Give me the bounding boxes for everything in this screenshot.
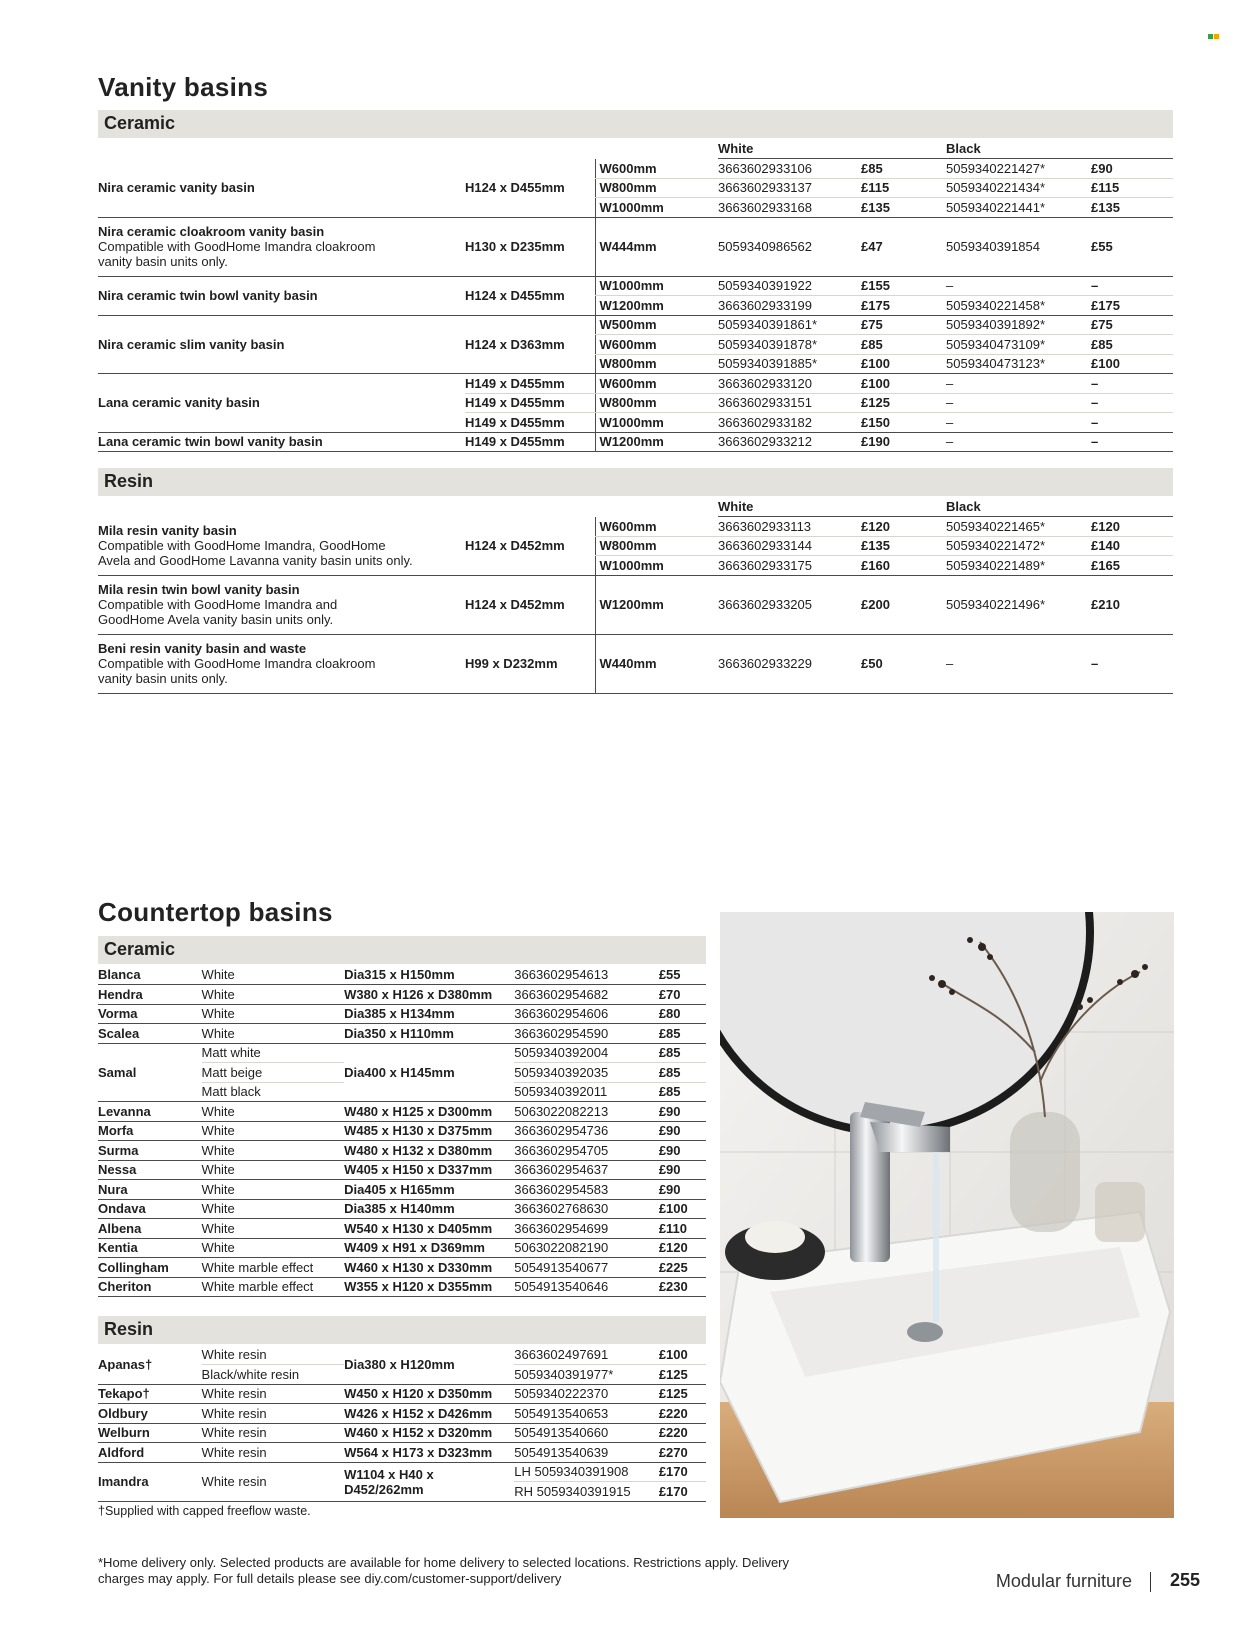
dimensions: W450 x H120 x D350mm bbox=[344, 1384, 514, 1404]
countertop-ceramic-table bbox=[98, 965, 706, 1297]
width: W800mm bbox=[595, 354, 718, 374]
price-white: £125 bbox=[861, 393, 946, 413]
ean-code: 5054913540677 bbox=[514, 1258, 659, 1278]
ean-black: 5059340221441* bbox=[946, 198, 1091, 218]
dimensions: H124 x D455mm bbox=[465, 159, 595, 218]
table-row bbox=[98, 634, 1173, 693]
product-name: Nira ceramic twin bowl vanity basin bbox=[98, 276, 465, 315]
product-name: Tekapo† bbox=[98, 1384, 202, 1404]
product-name: Ondava bbox=[98, 1199, 202, 1219]
price-black: £135 bbox=[1091, 198, 1173, 218]
table-row bbox=[98, 1180, 706, 1200]
finish: Matt white bbox=[202, 1043, 345, 1063]
dimensions: H99 x D232mm bbox=[465, 634, 595, 693]
table-row bbox=[98, 1024, 706, 1044]
width: W1000mm bbox=[595, 413, 718, 433]
price: £90 bbox=[659, 1141, 706, 1161]
width: W1000mm bbox=[595, 556, 718, 576]
price: £80 bbox=[659, 1004, 706, 1024]
ean-code: 5059340391977* bbox=[514, 1365, 659, 1385]
ean-black: 5059340221489* bbox=[946, 556, 1091, 576]
delivery-note: *Home delivery only. Selected products are available for home delivery to selected locations. Restrictions apply. Delivery charges may apply. For full details please see diy.com/customer-support/delivery bbox=[98, 1555, 790, 1586]
product-name bbox=[98, 575, 465, 634]
ean-code: 3663602768630 bbox=[514, 1199, 659, 1219]
ean-white: 5059340986562 bbox=[718, 217, 861, 276]
countertop-resin-header: Resin bbox=[98, 1316, 706, 1344]
product-name: Imandra bbox=[98, 1462, 202, 1501]
ean-black: 5059340221496* bbox=[946, 575, 1091, 634]
ean-black: – bbox=[946, 413, 1091, 433]
price-black: £90 bbox=[1091, 159, 1173, 179]
dimensions: W485 x H130 x D375mm bbox=[344, 1121, 514, 1141]
ean-code: 3663602497691 bbox=[514, 1345, 659, 1365]
ean-code: LH 5059340391908 bbox=[514, 1462, 659, 1482]
ean-white: 3663602933205 bbox=[718, 575, 861, 634]
price-black: £165 bbox=[1091, 556, 1173, 576]
table-row bbox=[98, 1121, 706, 1141]
product-name: Hendra bbox=[98, 985, 202, 1005]
price: £220 bbox=[659, 1404, 706, 1424]
ean-code: 3663602954682 bbox=[514, 985, 659, 1005]
ean-white: 3663602933120 bbox=[718, 374, 861, 394]
price: £90 bbox=[659, 1160, 706, 1180]
ean-black: 5059340221458* bbox=[946, 296, 1091, 316]
product-name: Albena bbox=[98, 1219, 202, 1239]
finish: White bbox=[202, 985, 345, 1005]
price: £120 bbox=[659, 1238, 706, 1258]
ean-code: 5063022082213 bbox=[514, 1102, 659, 1122]
product-name: Surma bbox=[98, 1141, 202, 1161]
ean-code: 3663602954699 bbox=[514, 1219, 659, 1239]
product-compatibility: Compatible with GoodHome Imandra, GoodHome Avela and GoodHome Lavanna vanity basin units only. bbox=[98, 538, 413, 568]
width: W1000mm bbox=[595, 198, 718, 218]
price: £170 bbox=[659, 1462, 706, 1482]
ean-code: 5054913540653 bbox=[514, 1404, 659, 1424]
finish: White bbox=[202, 1141, 345, 1161]
product-name: Collingham bbox=[98, 1258, 202, 1278]
product-name: Welburn bbox=[98, 1423, 202, 1443]
ean-code: RH 5059340391915 bbox=[514, 1482, 659, 1502]
dimensions: W480 x H125 x D300mm bbox=[344, 1102, 514, 1122]
price-white: £200 bbox=[861, 575, 946, 634]
finish: White bbox=[202, 1024, 345, 1044]
width: W1200mm bbox=[595, 296, 718, 316]
vanity-resin-colour-header bbox=[98, 497, 1173, 517]
vanity-ceramic-colour-header bbox=[98, 139, 1173, 159]
footer-section-name: Modular furniture bbox=[995, 1571, 1132, 1591]
table-row bbox=[98, 374, 1173, 394]
table-row bbox=[98, 965, 706, 985]
product-name: Nira ceramic slim vanity basin bbox=[98, 315, 465, 374]
dimensions: Dia380 x H120mm bbox=[344, 1345, 514, 1384]
vanity-basins-title: Vanity basins bbox=[98, 72, 269, 102]
product-compatibility: Compatible with GoodHome Imandra cloakroom vanity basin units only. bbox=[98, 239, 376, 269]
vanity-resin-table bbox=[98, 497, 1173, 694]
ean-black: – bbox=[946, 432, 1091, 452]
finish: Black/white resin bbox=[202, 1365, 345, 1385]
column-white: White bbox=[718, 139, 861, 159]
page-number: 255 bbox=[1170, 1570, 1201, 1590]
price: £85 bbox=[659, 1043, 706, 1063]
dimensions: W460 x H152 x D320mm bbox=[344, 1423, 514, 1443]
table-row bbox=[98, 1141, 706, 1161]
brand-mark-green bbox=[1208, 34, 1213, 39]
dimensions: H149 x D455mm bbox=[465, 413, 595, 433]
price-black: £55 bbox=[1091, 217, 1173, 276]
price: £85 bbox=[659, 1082, 706, 1102]
ean-code: 5063022082190 bbox=[514, 1238, 659, 1258]
ean-white: 3663602933137 bbox=[718, 178, 861, 198]
table-row bbox=[98, 1160, 706, 1180]
price: £230 bbox=[659, 1277, 706, 1297]
dimensions: H124 x D455mm bbox=[465, 276, 595, 315]
ean-white: 3663602933212 bbox=[718, 432, 861, 452]
product-name: Aldford bbox=[98, 1443, 202, 1463]
ean-black: 5059340391892* bbox=[946, 315, 1091, 335]
freeflow-footnote: †Supplied with capped freeflow waste. bbox=[98, 1504, 311, 1518]
dimensions: H124 x D452mm bbox=[465, 575, 595, 634]
price-white: £75 bbox=[861, 315, 946, 335]
price: £85 bbox=[659, 1024, 706, 1044]
finish: White marble effect bbox=[202, 1258, 345, 1278]
product-name bbox=[98, 634, 465, 693]
ean-code: 5054913540660 bbox=[514, 1423, 659, 1443]
countertop-basins-title: Countertop basins bbox=[98, 897, 333, 927]
dimensions: W564 x H173 x D323mm bbox=[344, 1443, 514, 1463]
width: W600mm bbox=[595, 335, 718, 355]
dimensions: W460 x H130 x D330mm bbox=[344, 1258, 514, 1278]
width: W500mm bbox=[595, 315, 718, 335]
dimensions: W1104 x H40 x D452/262mm bbox=[344, 1462, 514, 1501]
finish: White bbox=[202, 1102, 345, 1122]
column-white: White bbox=[718, 497, 861, 517]
product-name: Kentia bbox=[98, 1238, 202, 1258]
product-name: Lana ceramic twin bowl vanity basin bbox=[98, 432, 465, 452]
price: £125 bbox=[659, 1384, 706, 1404]
price-white: £47 bbox=[861, 217, 946, 276]
price-white: £85 bbox=[861, 159, 946, 179]
ean-white: 3663602933168 bbox=[718, 198, 861, 218]
table-row bbox=[98, 1277, 706, 1297]
ean-white: 3663602933151 bbox=[718, 393, 861, 413]
price: £125 bbox=[659, 1365, 706, 1385]
ean-white: 3663602933175 bbox=[718, 556, 861, 576]
finish: White marble effect bbox=[202, 1277, 345, 1297]
product-photo bbox=[720, 912, 1174, 1518]
ean-white: 5059340391922 bbox=[718, 276, 861, 296]
product-name: Nira ceramic vanity basin bbox=[98, 159, 465, 218]
price: £85 bbox=[659, 1063, 706, 1083]
dimensions: W426 x H152 x D426mm bbox=[344, 1404, 514, 1424]
ean-code: 5059340392011 bbox=[514, 1082, 659, 1102]
finish: White bbox=[202, 1180, 345, 1200]
finish: White bbox=[202, 965, 345, 985]
price-black: – bbox=[1091, 634, 1173, 693]
ean-black: – bbox=[946, 374, 1091, 394]
ean-code: 3663602954606 bbox=[514, 1004, 659, 1024]
ean-black: 5059340221427* bbox=[946, 159, 1091, 179]
product-name: Scalea bbox=[98, 1024, 202, 1044]
dimensions: H130 x D235mm bbox=[465, 217, 595, 276]
table-row bbox=[98, 315, 1173, 335]
table-row bbox=[98, 1258, 706, 1278]
ean-white: 3663602933229 bbox=[718, 634, 861, 693]
finish: White resin bbox=[202, 1345, 345, 1365]
ean-code: 3663602954637 bbox=[514, 1160, 659, 1180]
dimensions: H124 x D452mm bbox=[465, 517, 595, 576]
product-name: Levanna bbox=[98, 1102, 202, 1122]
dimensions: H149 x D455mm bbox=[465, 374, 595, 394]
dimensions: Dia350 x H110mm bbox=[344, 1024, 514, 1044]
ean-black: – bbox=[946, 393, 1091, 413]
price: £100 bbox=[659, 1345, 706, 1365]
ean-code: 3663602954705 bbox=[514, 1141, 659, 1161]
dimensions: Dia400 x H145mm bbox=[344, 1043, 514, 1102]
column-black: Black bbox=[946, 497, 1091, 517]
product-title: Mila resin twin bowl vanity basin bbox=[98, 582, 300, 597]
price: £55 bbox=[659, 965, 706, 985]
finish: White resin bbox=[202, 1404, 345, 1424]
product-name: Cheriton bbox=[98, 1277, 202, 1297]
table-row bbox=[98, 1384, 706, 1404]
product-name: Vorma bbox=[98, 1004, 202, 1024]
price: £270 bbox=[659, 1443, 706, 1463]
dimensions: Dia385 x H140mm bbox=[344, 1199, 514, 1219]
price-white: £160 bbox=[861, 556, 946, 576]
table-row bbox=[98, 1102, 706, 1122]
ean-white: 3663602933144 bbox=[718, 536, 861, 556]
finish: White resin bbox=[202, 1384, 345, 1404]
ean-white: 3663602933106 bbox=[718, 159, 861, 179]
price: £110 bbox=[659, 1219, 706, 1239]
product-title: Nira ceramic cloakroom vanity basin bbox=[98, 224, 325, 239]
ean-black: 5059340221465* bbox=[946, 517, 1091, 537]
table-row bbox=[98, 1423, 706, 1443]
ean-code: 5059340392035 bbox=[514, 1063, 659, 1083]
price-black: £120 bbox=[1091, 517, 1173, 537]
price-black: £75 bbox=[1091, 315, 1173, 335]
ean-code: 3663602954590 bbox=[514, 1024, 659, 1044]
price-black: £140 bbox=[1091, 536, 1173, 556]
price: £220 bbox=[659, 1423, 706, 1443]
dimensions: Dia405 x H165mm bbox=[344, 1180, 514, 1200]
price-white: £135 bbox=[861, 536, 946, 556]
price-black: – bbox=[1091, 413, 1173, 433]
dimensions: W540 x H130 x D405mm bbox=[344, 1219, 514, 1239]
table-row bbox=[98, 1238, 706, 1258]
price: £90 bbox=[659, 1102, 706, 1122]
ean-black: 5059340391854 bbox=[946, 217, 1091, 276]
dimensions: H124 x D363mm bbox=[465, 315, 595, 374]
price-black: £115 bbox=[1091, 178, 1173, 198]
product-title: Mila resin vanity basin bbox=[98, 523, 237, 538]
product-name: Nessa bbox=[98, 1160, 202, 1180]
width: W600mm bbox=[595, 517, 718, 537]
ean-black: – bbox=[946, 634, 1091, 693]
table-row bbox=[98, 575, 1173, 634]
footer-divider bbox=[1150, 1572, 1151, 1592]
vanity-ceramic-table bbox=[98, 139, 1173, 452]
ean-code: 5059340222370 bbox=[514, 1384, 659, 1404]
table-row bbox=[98, 159, 1173, 179]
finish: White bbox=[202, 1199, 345, 1219]
dimensions: H149 x D455mm bbox=[465, 393, 595, 413]
brand-mark-orange bbox=[1214, 34, 1219, 39]
dimensions: W380 x H126 x D380mm bbox=[344, 985, 514, 1005]
price-black: – bbox=[1091, 276, 1173, 296]
width: W600mm bbox=[595, 374, 718, 394]
width: W440mm bbox=[595, 634, 718, 693]
price-white: £135 bbox=[861, 198, 946, 218]
width: W1200mm bbox=[595, 575, 718, 634]
finish: White bbox=[202, 1219, 345, 1239]
table-row bbox=[98, 985, 706, 1005]
table-row bbox=[98, 1404, 706, 1424]
finish: White bbox=[202, 1238, 345, 1258]
table-row bbox=[98, 276, 1173, 296]
ean-code: 3663602954613 bbox=[514, 965, 659, 985]
ean-white: 3663602933182 bbox=[718, 413, 861, 433]
width: W600mm bbox=[595, 159, 718, 179]
price-black: – bbox=[1091, 432, 1173, 452]
price-black: – bbox=[1091, 393, 1173, 413]
ean-code: 3663602954736 bbox=[514, 1121, 659, 1141]
table-row bbox=[98, 1004, 706, 1024]
product-name: Nura bbox=[98, 1180, 202, 1200]
table-row bbox=[98, 1043, 706, 1063]
countertop-resin-table bbox=[98, 1345, 706, 1502]
table-row bbox=[98, 1345, 706, 1365]
ean-code: 5059340392004 bbox=[514, 1043, 659, 1063]
width: W1000mm bbox=[595, 276, 718, 296]
ean-code: 5054913540639 bbox=[514, 1443, 659, 1463]
price-white: £190 bbox=[861, 432, 946, 452]
price-black: £175 bbox=[1091, 296, 1173, 316]
table-row bbox=[98, 432, 1173, 452]
ean-white: 3663602933113 bbox=[718, 517, 861, 537]
ean-black: 5059340473109* bbox=[946, 335, 1091, 355]
ean-white: 5059340391885* bbox=[718, 354, 861, 374]
ean-code: 3663602954583 bbox=[514, 1180, 659, 1200]
product-compatibility: Compatible with GoodHome Imandra cloakroom vanity basin units only. bbox=[98, 656, 376, 686]
finish: White resin bbox=[202, 1462, 345, 1501]
dimensions: W405 x H150 x D337mm bbox=[344, 1160, 514, 1180]
table-row bbox=[98, 1219, 706, 1239]
brand-mark bbox=[1208, 34, 1220, 42]
finish: White bbox=[202, 1121, 345, 1141]
price-white: £150 bbox=[861, 413, 946, 433]
product-compatibility: Compatible with GoodHome Imandra and GoodHome Avela vanity basin units only. bbox=[98, 597, 338, 627]
countertop-ceramic-header: Ceramic bbox=[98, 936, 706, 964]
ean-code: 5054913540646 bbox=[514, 1277, 659, 1297]
price-white: £50 bbox=[861, 634, 946, 693]
price-white: £120 bbox=[861, 517, 946, 537]
price: £70 bbox=[659, 985, 706, 1005]
table-row bbox=[98, 1462, 706, 1482]
finish: White bbox=[202, 1160, 345, 1180]
vanity-resin-header: Resin bbox=[98, 468, 1173, 496]
ean-white: 3663602933199 bbox=[718, 296, 861, 316]
product-name: Samal bbox=[98, 1043, 202, 1102]
ean-black: 5059340221472* bbox=[946, 536, 1091, 556]
ean-white: 5059340391878* bbox=[718, 335, 861, 355]
ean-black: 5059340221434* bbox=[946, 178, 1091, 198]
table-row bbox=[98, 1199, 706, 1219]
dimensions: Dia315 x H150mm bbox=[344, 965, 514, 985]
ean-white: 5059340391861* bbox=[718, 315, 861, 335]
price: £90 bbox=[659, 1180, 706, 1200]
price: £90 bbox=[659, 1121, 706, 1141]
price-black: £100 bbox=[1091, 354, 1173, 374]
price-white: £115 bbox=[861, 178, 946, 198]
product-name: Lana ceramic vanity basin bbox=[98, 374, 465, 433]
dimensions: W409 x H91 x D369mm bbox=[344, 1238, 514, 1258]
ean-black: – bbox=[946, 276, 1091, 296]
width: W800mm bbox=[595, 536, 718, 556]
column-black: Black bbox=[946, 139, 1091, 159]
table-row bbox=[98, 517, 1173, 537]
product-title: Beni resin vanity basin and waste bbox=[98, 641, 307, 656]
product-name: Apanas† bbox=[98, 1345, 202, 1384]
price-black: £210 bbox=[1091, 575, 1173, 634]
dimensions: W480 x H132 x D380mm bbox=[344, 1141, 514, 1161]
basin-photo-illustration bbox=[720, 912, 1174, 1518]
product-name bbox=[98, 217, 465, 276]
table-row bbox=[98, 217, 1173, 276]
width: W800mm bbox=[595, 393, 718, 413]
finish: White resin bbox=[202, 1443, 345, 1463]
finish: White resin bbox=[202, 1423, 345, 1443]
price-black: £85 bbox=[1091, 335, 1173, 355]
product-name: Morfa bbox=[98, 1121, 202, 1141]
price-white: £85 bbox=[861, 335, 946, 355]
price: £100 bbox=[659, 1199, 706, 1219]
product-name bbox=[98, 517, 465, 576]
dimensions: W355 x H120 x D355mm bbox=[344, 1277, 514, 1297]
vanity-ceramic-header: Ceramic bbox=[98, 110, 1173, 138]
dimensions: Dia385 x H134mm bbox=[344, 1004, 514, 1024]
price: £170 bbox=[659, 1482, 706, 1502]
width: W444mm bbox=[595, 217, 718, 276]
price-black: – bbox=[1091, 374, 1173, 394]
finish: White bbox=[202, 1004, 345, 1024]
price: £225 bbox=[659, 1258, 706, 1278]
width: W800mm bbox=[595, 178, 718, 198]
price-white: £155 bbox=[861, 276, 946, 296]
ean-black: 5059340473123* bbox=[946, 354, 1091, 374]
dimensions: H149 x D455mm bbox=[465, 432, 595, 452]
width: W1200mm bbox=[595, 432, 718, 452]
price-white: £100 bbox=[861, 354, 946, 374]
table-row bbox=[98, 1443, 706, 1463]
product-name: Oldbury bbox=[98, 1404, 202, 1424]
price-white: £100 bbox=[861, 374, 946, 394]
price-white: £175 bbox=[861, 296, 946, 316]
product-name: Blanca bbox=[98, 965, 202, 985]
finish: Matt black bbox=[202, 1082, 345, 1102]
finish: Matt beige bbox=[202, 1063, 345, 1083]
